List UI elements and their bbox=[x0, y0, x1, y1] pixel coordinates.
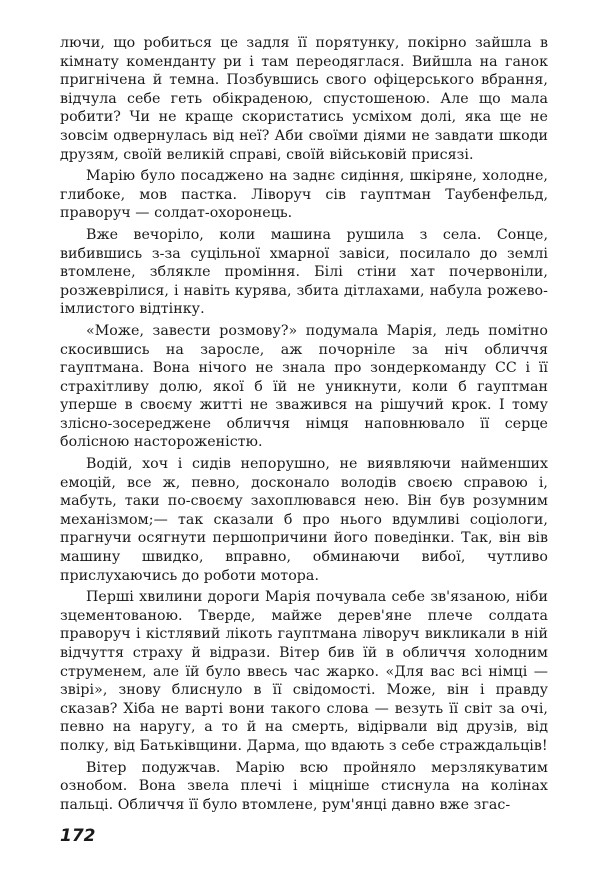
paragraph-5: Водій, хоч і сидів непорушно, не виявляючи найменших емоцій, все ж, певно, досконало володів своєю справою і, мабуть, таки по-своєму захоплювався нею. Він був розумним механізмом;— так сказали б про нього вдумливі соціологи, прагнучи осягнути першопричини його поведінки. Так, він вів машину швидко, вправно, обминаючи вибої, чутливо прислухаючись до роботи мотора. bbox=[60, 456, 548, 584]
paragraph-4: «Може, завести розмову?» подумала Марія, ледь помітно скосившись на заросле, аж почорніле за ніч обличчя гауптмана. Вона нічого не знала про зондеркоманду СС і її страхітливу долю, якої б їй не уникнути, коли б гауптман уперше в своєму житті не зважився на рішучий крок. І тому злісно-зосереджене обличчя німця наповнювало її серце болісною настороженістю. bbox=[60, 322, 548, 451]
paragraph-3: Вже вечоріло, коли машина рушила з села. Сонце, вибившись з-за суцільної хмарної завіси, посилало до землі втомлене, зблякле проміння. Білі стіни хат почервоніли, розжеврілися, і навіть курява, збита дітлахами, набула рожево-імлистого відтінку. bbox=[60, 226, 548, 318]
page-number: 172 bbox=[60, 826, 96, 846]
paragraph-7: Вітер подужчав. Марію всю пройняло мерзлякуватим ознобом. Вона звела плечі і міцніше стиснула на колінах пальці. Обличчя її було втомлене, рум'янці давно вже згас- bbox=[60, 759, 548, 813]
paragraph-2: Марію було посаджено на заднє сидіння, шкіряне, холодне, глибоке, мов пастка. Ліворуч сів гауптман Таубенфельд, праворуч — солдат-охоронець. bbox=[60, 168, 548, 222]
paragraph-6: Перші хвилини дороги Марія почувала себе зв'язаною, ніби зцементованою. Тверде, майже дерев'яне плече солдата праворуч і кістлявий лікоть гауптмана ліворуч викликали в ній відчуття страху й відрази. Вітер бив їй в обличчя холодним струменем, але їй було ввесь час жарко. «Для вас всі німці — звірі», знову блиснуло в її свідомості. Може, він і правду сказав? Хіба не варті вони такого слова — везуть її світ за очі, певно на наругу, а то й на смерть, відірвали від друзів, від полку, від Батьківщини. Дарма, що вдають з себе страждальців! bbox=[60, 589, 548, 754]
page-text bbox=[60, 34, 548, 814]
paragraph-1: лючи, що робиться це задля її порятунку, покірно зайшла в кімнату коменданту ри і там переодяглася. Вийшла на ганок пригнічена й темна. Позбувшись свого офіцерського вбрання, відчула себе геть обікраденою, спустошеною. Але що мала робити? Чи не краще скористатись усміхом долі, яка ще не зовсім одвернулась від неї? Аби своїми діями не завдати шкоди друзям, своїй великій справі, своїй військовій присязі. bbox=[60, 35, 548, 163]
